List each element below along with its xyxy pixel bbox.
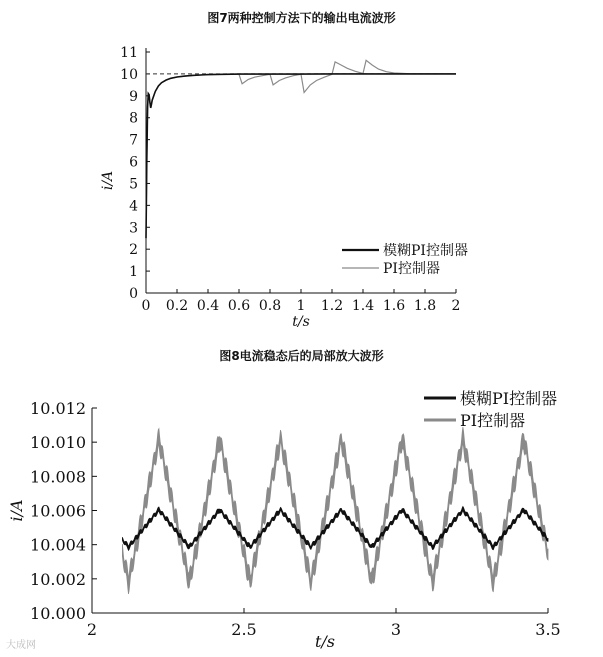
- y-tick-label: 10.008: [30, 467, 86, 487]
- x-tick-label: 2: [86, 620, 98, 639]
- y-tick-label: 6: [129, 154, 138, 171]
- x-tick-label: 0.8: [258, 298, 282, 314]
- y-tick-label: 9: [129, 88, 138, 105]
- y-tick-label: 10.004: [30, 535, 86, 555]
- y-tick-label: 10.006: [30, 501, 86, 521]
- x-tick-label: 0: [141, 298, 151, 314]
- y-tick-label: 3: [129, 220, 138, 237]
- y-tick-label: 7: [129, 132, 138, 149]
- x-tick-label: 3: [390, 620, 402, 639]
- y-tick-label: 4: [129, 198, 138, 215]
- legend-label-pi: PI控制器: [383, 261, 440, 277]
- y-tick-label: 2: [129, 242, 138, 259]
- y-axis-label: i/A: [100, 170, 116, 191]
- y-tick-label: 10.010: [30, 433, 86, 453]
- y-tick-label: 0: [129, 286, 138, 302]
- x-tick-label: 2.5: [231, 620, 257, 639]
- legend-label-fuzzy-pi: 模糊PI控制器: [460, 389, 558, 408]
- legend-label-pi: PI控制器: [460, 411, 526, 430]
- watermark: 大成网: [6, 640, 36, 651]
- x-tick-label: 1.8: [413, 298, 437, 314]
- y-tick-label: 10.012: [30, 399, 86, 418]
- x-tick-label: 0.2: [165, 298, 189, 314]
- x-tick-label: 1.2: [320, 298, 344, 314]
- y-tick-label: 8: [129, 110, 138, 127]
- figure2-title: 图8电流稳态后的局部放大波形: [219, 349, 384, 363]
- x-tick-label: 0.6: [227, 298, 251, 314]
- legend-label-fuzzy-pi: 模糊PI控制器: [383, 243, 468, 259]
- y-tick-label: 1: [129, 264, 138, 281]
- y-tick-label: 10: [120, 66, 138, 83]
- figure1-title: 图7两种控制方法下的输出电流波形: [207, 11, 396, 25]
- x-tick-label: 0.4: [196, 298, 220, 314]
- y-tick-label: 11: [120, 45, 138, 61]
- y-tick-label: 10.002: [30, 569, 86, 589]
- x-axis-label: t/s: [314, 632, 336, 651]
- y-axis-label: i/A: [7, 499, 26, 522]
- series-pi-band: [122, 427, 548, 594]
- x-tick-label: 3.5: [535, 620, 561, 639]
- x-tick-label: 1.4: [351, 298, 375, 314]
- y-tick-label: 10.000: [30, 604, 86, 623]
- x-tick-label: 1.6: [382, 298, 406, 314]
- y-tick-label: 5: [129, 176, 138, 193]
- x-tick-label: 2: [451, 298, 461, 314]
- x-axis-label: t/s: [292, 314, 310, 330]
- x-tick-label: 1: [296, 298, 306, 314]
